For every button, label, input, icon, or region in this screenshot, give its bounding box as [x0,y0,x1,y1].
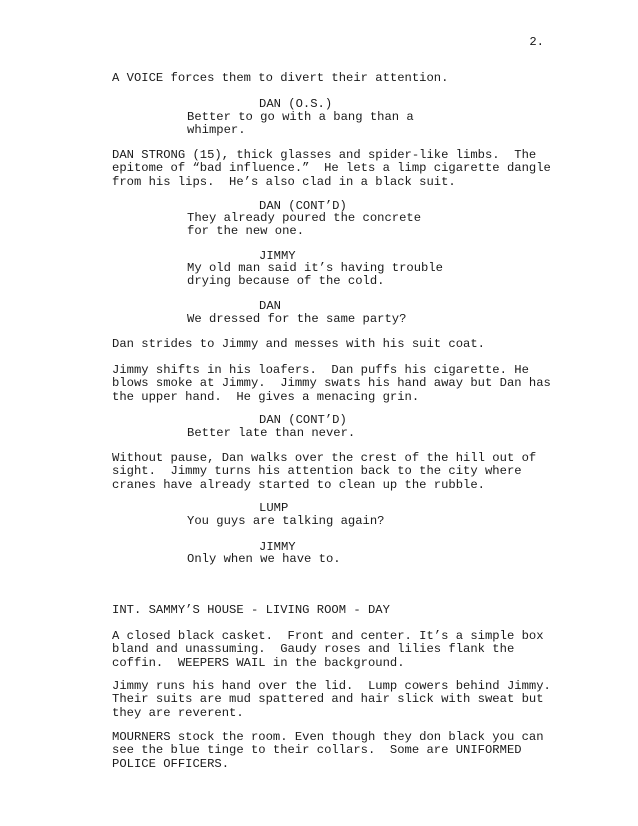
script-line: LUMP [259,501,289,515]
script-line: Better to go with a bang than a [187,110,414,124]
action-block [112,680,551,720]
action-block [112,72,448,85]
dialogue-block [187,553,341,566]
script-line: Jimmy shifts in his loafers. Dan puffs his cigarette. He [112,363,529,377]
script-line: MOURNERS stock the room. Even though they don black you can [112,730,544,744]
script-line: sight. Jimmy turns his attention back to the city where [112,464,522,479]
dialogue-block [187,313,406,326]
script-line: cranes have already started to clean up the rubble. [112,477,485,492]
script-line: whimper. [187,123,246,138]
action-block [112,338,485,351]
script-line: JIMMY [259,249,296,263]
action-block [112,149,551,189]
script-line: You guys are talking again? [187,514,385,528]
script-line: DAN STRONG (15), thick glasses and spider-like limbs. The [112,148,537,162]
script-line: My old man said it’s having trouble [187,261,443,275]
script-line: see the blue tinge to their collars. Some are UNIFORMED [112,743,522,758]
script-line: Dan strides to Jimmy and messes with his suit coat. [112,337,485,351]
script-line: Better late than never. [187,426,356,440]
action-block [112,452,536,492]
script-line: epitome of “bad influence.” He lets a limp cigarette dangle [112,161,551,176]
dialogue-block [187,111,414,138]
page-number: 2. [529,35,544,49]
script-line: They already poured the concrete [187,211,422,225]
script-line: Jimmy runs his hand over the lid. Lump cowers behind Jimmy. [112,679,551,693]
script-line: from his lips. He’s also clad in a black suit. [112,174,456,189]
action-block [112,731,544,771]
script-line: coffin. WEEPERS WAIL in the background. [112,655,405,670]
script-line: the upper hand. He gives a menacing grin. [112,389,420,404]
script-line: Their suits are mud spattered and hair slick with sweat but [112,692,544,707]
script-line: POLICE OFFICERS. [112,756,230,771]
script-line: Only when we have to. [187,552,341,566]
script-line: DAN [259,299,281,313]
dialogue-block [187,262,443,289]
script-line: DAN (CONT’D) [259,413,347,427]
script-line: A VOICE forces them to divert their attention. [112,71,449,85]
script-line: for the new one. [187,224,305,239]
script-line: Without pause, Dan walks over the crest of the hill out of [112,451,537,465]
action-block [112,364,551,404]
script-line: blows smoke at Jimmy. Jimmy swats his hand away but Dan has [112,376,551,391]
scene-heading [112,604,390,617]
script-line: A closed black casket. Front and center. It’s a simple box [112,629,544,643]
script-line: DAN (CONT’D) [259,199,347,213]
script-line: INT. SAMMY’S HOUSE - LIVING ROOM - DAY [112,603,390,617]
script-line: they are reverent. [112,705,244,720]
script-line: drying because of the cold. [187,274,385,289]
action-block [112,630,544,670]
dialogue-block [187,427,355,440]
dialogue-block [187,515,384,528]
script-line: We dressed for the same party? [187,312,407,326]
dialogue-block [187,212,421,239]
script-line: bland and unassuming. Gaudy roses and lilies flank the [112,642,515,657]
script-line: JIMMY [259,540,296,554]
script-line: DAN (O.S.) [259,97,333,111]
